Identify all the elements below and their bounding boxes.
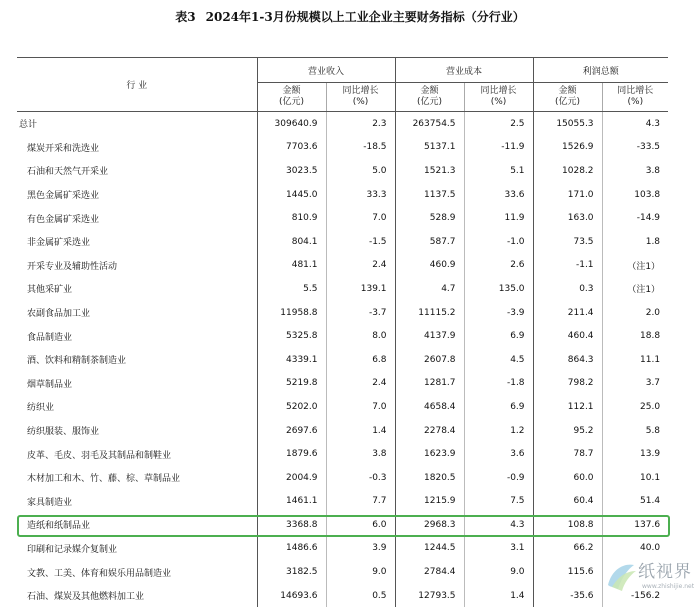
cell-rev: 804.1 (257, 230, 326, 254)
cell-profit: 1028.2 (533, 159, 602, 183)
table-title-text: 2024年1-3月份规模以上工业企业主要财务指标（分行业） (206, 10, 525, 24)
cell-cost: 1820.5 (395, 466, 464, 490)
cell-cost-g: 1.4 (464, 584, 533, 607)
cell-rev-g: -18.5 (326, 136, 395, 160)
cell-profit-g: 51.4 (602, 490, 668, 514)
cell-cost-g: 2.5 (464, 112, 533, 136)
table-row (17, 159, 668, 183)
industry-name: 木材加工和木、竹、藤、棕、草制品业 (17, 466, 257, 490)
cell-profit-g: -33.5 (602, 136, 668, 160)
cell-cost: 2968.3 (395, 513, 464, 537)
cell-rev-g: 1.4 (326, 419, 395, 443)
revenue-growth-header: 同比增长 (%) (326, 83, 395, 112)
table-row (17, 324, 668, 348)
cell-cost-g: -1.8 (464, 372, 533, 396)
cell-cost-g: -11.9 (464, 136, 533, 160)
cell-profit: -1.1 (533, 254, 602, 278)
revenue-amount-header: 金额 (亿元) (257, 83, 326, 112)
cell-profit-g: 4.3 (602, 112, 668, 136)
cell-cost-g: -1.0 (464, 230, 533, 254)
cell-profit-g: 40.0 (602, 537, 668, 561)
table-row (17, 372, 668, 396)
cost-growth-header: 同比增长 (%) (464, 83, 533, 112)
cell-rev-g: 9.0 (326, 560, 395, 584)
profit-header: 利润总额 (533, 58, 668, 83)
cell-rev-g: 2.4 (326, 254, 395, 278)
industry-name: 家具制造业 (17, 490, 257, 514)
cell-rev-g: 7.7 (326, 490, 395, 514)
cell-cost-g: 2.6 (464, 254, 533, 278)
industry-name: 纺织服装、服饰业 (17, 419, 257, 443)
table-row (17, 254, 668, 278)
cell-cost: 4658.4 (395, 395, 464, 419)
industry-name: 食品制造业 (17, 324, 257, 348)
cell-cost-g: 3.1 (464, 537, 533, 561)
cell-cost: 4.7 (395, 277, 464, 301)
cell-rev-g: 139.1 (326, 277, 395, 301)
industry-name: 纺织业 (17, 395, 257, 419)
table-row (17, 442, 668, 466)
profit-growth-header: 同比增长 (%) (602, 83, 668, 112)
table-row (17, 584, 668, 607)
cell-profit: 115.6 (533, 560, 602, 584)
cell-cost-g: 4.5 (464, 348, 533, 372)
cell-cost: 1244.5 (395, 537, 464, 561)
table-row (17, 277, 668, 301)
cell-cost-g: 7.5 (464, 490, 533, 514)
cell-profit: 1526.9 (533, 136, 602, 160)
industry-name: 农副食品加工业 (17, 301, 257, 325)
cell-cost-g: -3.9 (464, 301, 533, 325)
cell-rev-g: -1.5 (326, 230, 395, 254)
cell-profit-g: 137.6 (602, 513, 668, 537)
industry-name: 黑色金属矿采选业 (17, 183, 257, 207)
cell-rev: 1461.1 (257, 490, 326, 514)
cell-profit-g: -14.9 (602, 206, 668, 230)
cell-cost-g: 1.2 (464, 419, 533, 443)
cell-rev-g: 5.0 (326, 159, 395, 183)
cell-rev-g: 3.9 (326, 537, 395, 561)
cell-rev: 7703.6 (257, 136, 326, 160)
cell-profit-g: 5.8 (602, 419, 668, 443)
cell-profit-g: 1.8 (602, 230, 668, 254)
cell-rev: 3182.5 (257, 560, 326, 584)
cell-rev-g: 33.3 (326, 183, 395, 207)
cell-profit-g: 2.0 (602, 301, 668, 325)
industry-name: 造纸和纸制品业 (17, 513, 257, 537)
table-number: 表3 (175, 10, 195, 24)
cell-profit-g: 10.1 (602, 466, 668, 490)
cell-cost: 4137.9 (395, 324, 464, 348)
table-row (17, 419, 668, 443)
table-row (17, 490, 668, 514)
cell-rev-g: 6.8 (326, 348, 395, 372)
table-row (17, 230, 668, 254)
cell-profit: 73.5 (533, 230, 602, 254)
cell-rev: 3368.8 (257, 513, 326, 537)
cell-profit-g: -156.2 (602, 584, 668, 607)
table-row (17, 348, 668, 372)
industry-name: 文教、工美、体育和娱乐用品制造业 (17, 560, 257, 584)
cell-profit-g: （注1） (602, 254, 668, 278)
cell-profit: 60.4 (533, 490, 602, 514)
financial-indicators-table (17, 57, 668, 607)
cost-amount-header: 金额 (亿元) (395, 83, 464, 112)
table-row (17, 112, 668, 136)
table-row (17, 136, 668, 160)
cell-rev-g: 2.3 (326, 112, 395, 136)
industry-header: 行 业 (17, 58, 257, 112)
cell-cost: 2784.4 (395, 560, 464, 584)
cell-rev-g: 8.0 (326, 324, 395, 348)
cell-profit-g: 3.7 (602, 372, 668, 396)
industry-name: 烟草制品业 (17, 372, 257, 396)
cell-cost-g: 135.0 (464, 277, 533, 301)
cell-cost: 1521.3 (395, 159, 464, 183)
cell-cost-g: 6.9 (464, 324, 533, 348)
cell-profit: 0.3 (533, 277, 602, 301)
table-body (17, 112, 668, 607)
profit-amount-header: 金额 (亿元) (533, 83, 602, 112)
cell-rev: 1879.6 (257, 442, 326, 466)
watermark-url: www.zhishijie.net (642, 583, 694, 590)
industry-name: 总计 (17, 112, 257, 136)
cell-cost: 460.9 (395, 254, 464, 278)
cell-rev: 11958.8 (257, 301, 326, 325)
cell-cost: 1623.9 (395, 442, 464, 466)
cell-profit-g: （注1） (602, 277, 668, 301)
cost-header: 营业成本 (395, 58, 533, 83)
cell-rev: 5219.8 (257, 372, 326, 396)
cell-profit-g: 18.8 (602, 324, 668, 348)
cell-profit: 798.2 (533, 372, 602, 396)
cell-cost: 587.7 (395, 230, 464, 254)
cell-cost-g: 33.6 (464, 183, 533, 207)
cell-cost-g: 9.0 (464, 560, 533, 584)
table-row (17, 466, 668, 490)
cell-rev: 2004.9 (257, 466, 326, 490)
cell-rev-g: 0.5 (326, 584, 395, 607)
industry-name: 酒、饮料和精制茶制造业 (17, 348, 257, 372)
cell-rev-g: -3.7 (326, 301, 395, 325)
cell-profit: 211.4 (533, 301, 602, 325)
cell-cost-g: 11.9 (464, 206, 533, 230)
industry-name: 皮革、毛皮、羽毛及其制品和制鞋业 (17, 442, 257, 466)
cell-rev: 14693.6 (257, 584, 326, 607)
industry-name: 非金属矿采选业 (17, 230, 257, 254)
cell-profit: 66.2 (533, 537, 602, 561)
cell-cost: 2607.8 (395, 348, 464, 372)
industry-name: 石油、煤炭及其他燃料加工业 (17, 584, 257, 607)
cell-cost-g: 5.1 (464, 159, 533, 183)
cell-rev: 1445.0 (257, 183, 326, 207)
industry-name: 其他采矿业 (17, 277, 257, 301)
cell-profit: 112.1 (533, 395, 602, 419)
cell-rev: 309640.9 (257, 112, 326, 136)
table-row (17, 537, 668, 561)
cell-profit: -35.6 (533, 584, 602, 607)
cell-cost-g: 3.6 (464, 442, 533, 466)
cell-profit: 78.7 (533, 442, 602, 466)
table-row (17, 206, 668, 230)
paper-logo-icon (604, 559, 638, 593)
table-row (17, 560, 668, 584)
cell-profit-g: 13.9 (602, 442, 668, 466)
table-row (17, 513, 668, 537)
cell-cost: 263754.5 (395, 112, 464, 136)
cell-cost: 1137.5 (395, 183, 464, 207)
table-row (17, 301, 668, 325)
watermark (604, 553, 696, 601)
cell-rev-g: 3.8 (326, 442, 395, 466)
cell-rev: 5202.0 (257, 395, 326, 419)
cell-profit: 60.0 (533, 466, 602, 490)
cell-cost-g: -0.9 (464, 466, 533, 490)
cell-rev-g: -0.3 (326, 466, 395, 490)
industry-name: 印刷和记录媒介复制业 (17, 537, 257, 561)
cell-rev: 810.9 (257, 206, 326, 230)
industry-name: 有色金属矿采选业 (17, 206, 257, 230)
cell-profit: 108.8 (533, 513, 602, 537)
cell-rev: 3023.5 (257, 159, 326, 183)
cell-cost: 1215.9 (395, 490, 464, 514)
table-row (17, 183, 668, 207)
cell-profit: 15055.3 (533, 112, 602, 136)
cell-rev: 1486.6 (257, 537, 326, 561)
table-row (17, 395, 668, 419)
table-title (0, 8, 700, 25)
cell-rev-g: 7.0 (326, 206, 395, 230)
cell-profit-g: 103.8 (602, 183, 668, 207)
cell-rev: 5.5 (257, 277, 326, 301)
cell-cost: 12793.5 (395, 584, 464, 607)
cell-cost: 11115.2 (395, 301, 464, 325)
revenue-header: 营业收入 (257, 58, 395, 83)
cell-rev-g: 7.0 (326, 395, 395, 419)
cell-cost: 5137.1 (395, 136, 464, 160)
cell-profit-g: 3.8 (602, 159, 668, 183)
cell-profit-g: 11.1 (602, 348, 668, 372)
cell-profit: 460.4 (533, 324, 602, 348)
industry-name: 石油和天然气开采业 (17, 159, 257, 183)
cell-rev: 481.1 (257, 254, 326, 278)
cell-profit: 864.3 (533, 348, 602, 372)
cell-cost: 1281.7 (395, 372, 464, 396)
cell-profit: 171.0 (533, 183, 602, 207)
cell-cost-g: 4.3 (464, 513, 533, 537)
cell-profit: 163.0 (533, 206, 602, 230)
cell-rev-g: 2.4 (326, 372, 395, 396)
cell-profit: 95.2 (533, 419, 602, 443)
industry-name: 煤炭开采和洗选业 (17, 136, 257, 160)
cell-cost: 528.9 (395, 206, 464, 230)
cell-rev: 4339.1 (257, 348, 326, 372)
cell-cost-g: 6.9 (464, 395, 533, 419)
industry-name: 开采专业及辅助性活动 (17, 254, 257, 278)
cell-rev: 5325.8 (257, 324, 326, 348)
cell-profit-g: 25.0 (602, 395, 668, 419)
cell-rev: 2697.6 (257, 419, 326, 443)
cell-cost: 2278.4 (395, 419, 464, 443)
cell-rev-g: 6.0 (326, 513, 395, 537)
watermark-text: 纸视界 (638, 557, 692, 582)
